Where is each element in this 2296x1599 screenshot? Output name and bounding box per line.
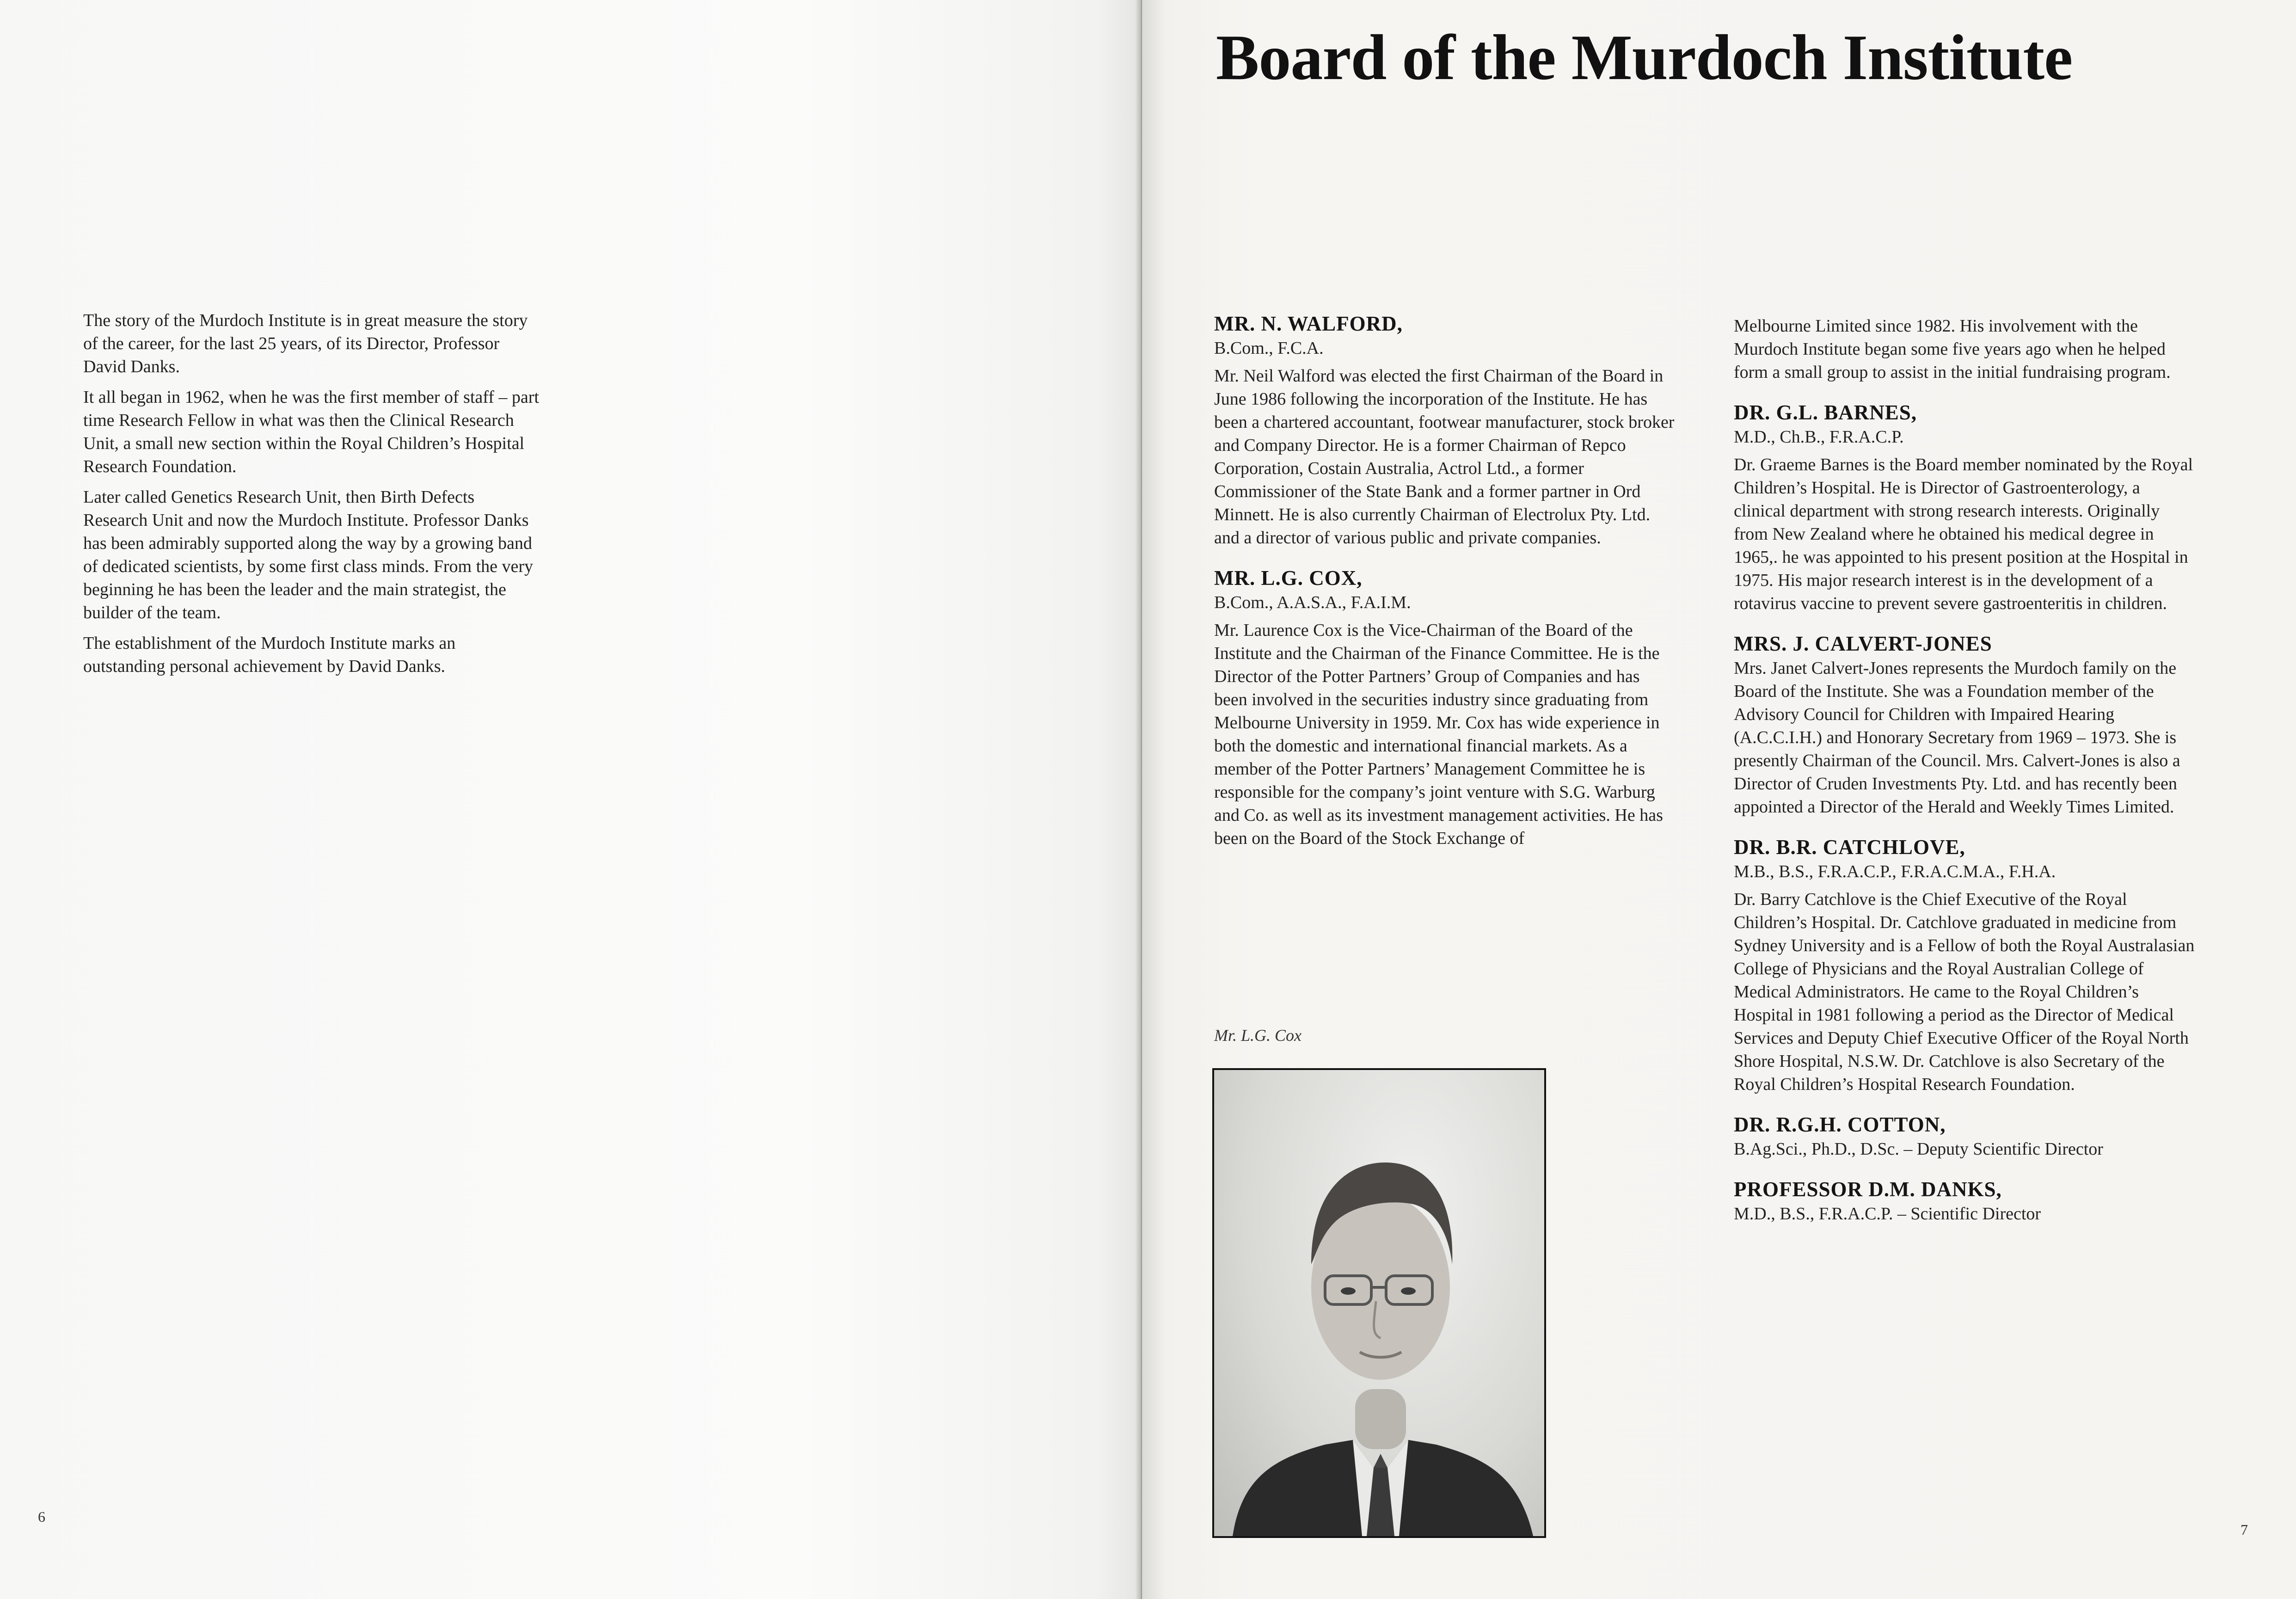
member-qualifications: B.Com., A.A.S.A., F.A.I.M. — [1214, 593, 1411, 612]
page-number-left: 6 — [38, 1508, 45, 1525]
member-name: DR. R.G.H. COTTON, — [1734, 1113, 1946, 1136]
board-member-catchlove — [1734, 834, 2196, 1096]
board-member-cox-continued — [1734, 314, 2196, 384]
intro-paragraph: It all began in 1962, when he was the first member of staff – part time Research Fellow in what was then the Clinical Research Unit, a small new section within the Royal Children’s Hospital Research Foundation. — [83, 387, 539, 476]
board-member-calvert-jones — [1734, 631, 2196, 818]
member-name: MR. L.G. COX, — [1214, 566, 1363, 590]
page-number-right: 7 — [2241, 1521, 2248, 1538]
member-name: DR. G.L. BARNES, — [1734, 401, 1917, 424]
board-member-barnes — [1734, 400, 2196, 615]
member-qualifications: B.Com., F.C.A. — [1214, 338, 1324, 358]
left-page — [0, 0, 1142, 1599]
intro-paragraph: Later called Genetics Research Unit, then Birth Defects Research Unit and now the Murdoch Institute. Professor Danks has been admirably supported along the way by a growing band of dedicated scientists, by some first class minds. From the very beginning he has been the leader and the main strategist, the builder of the team. — [83, 487, 534, 622]
portrait-photo — [1212, 1068, 1546, 1538]
member-name: PROFESSOR D.M. DANKS, — [1734, 1178, 2002, 1201]
intro-text — [83, 309, 541, 685]
member-bio-continued: Melbourne Limited since 1982. His involvement with the Murdoch Institute began some five years ago when he helped form a small group to assist in the initial fundraising program. — [1734, 316, 2171, 382]
board-member-cotton — [1734, 1112, 2196, 1161]
board-member-danks — [1734, 1176, 2196, 1225]
member-name: DR. B.R. CATCHLOVE, — [1734, 836, 1965, 859]
member-bio: Mrs. Janet Calvert-Jones represents the Murdoch family on the Board of the Institute. She was a Foundation member of the Advisory Council for Children with Impaired Hearing (A.C.C.I.H.) and Honorary Secretary from 1969 – 1973. She is presently Chairman of the Council. Mrs. Calvert-Jones is also a Director of Cruden Investments Pty. Ltd. and has recently been appointed a Director of the Herald and Weekly Times Limited. — [1734, 658, 2180, 817]
column-right — [1734, 314, 2196, 1241]
member-qualifications: M.B., B.S., F.R.A.C.P., F.R.A.C.M.A., F.H.A. — [1734, 862, 2056, 881]
member-bio: Dr. Barry Catchlove is the Chief Executive of the Royal Children’s Hospital. Dr. Catchlove graduated in medicine from Sydney University and is a Fellow of both the Royal Australasian College of Physicians and the Royal Australian College of Medical Administrators. He came to the Royal Children’s Hospital in 1981 following a period as the Director of Medical Services and Deputy Chief Executive Officer of the Royal North Shore Hospital, N.S.W. Dr. Catchlove is also Secretary of the Royal Children’s Hospital Research Foundation. — [1734, 890, 2195, 1094]
intro-paragraph: The establishment of the Murdoch Institute marks an outstanding personal achievement by David Danks. — [83, 633, 456, 676]
intro-paragraph: The story of the Murdoch Institute is in great measure the story of the career, for the last 25 years, of its Director, Professor David Danks. — [83, 311, 528, 376]
photo-caption: Mr. L.G. Cox — [1214, 1026, 1302, 1045]
member-bio: Dr. Graeme Barnes is the Board member nominated by the Royal Children’s Hospital. He is Director of Gastroenterology, a clinical department with strong research interests. Originally from New Zealand where he obtained his medical degree in 1965,. he was appointed to his present position at the Hospital in 1975. His major research interest is in the development of a rotavirus vaccine to prevent severe gastroenteritis in children. — [1734, 455, 2193, 613]
page-title: Board of the Murdoch Institute — [1216, 22, 2073, 93]
right-page — [1142, 0, 2296, 1599]
member-bio: Mr. Neil Walford was elected the first Chairman of the Board in June 1986 following the incorporation of the Institute. He has been a chartered accountant, footwear manufacturer, stock broker and Company Director. He is a former Chairman of Repco Corporation, Costain Australia, Actrol Ltd., a former Commissioner of the State Bank and a former partner in Ord Minnett. He is also currently Chairman of Electrolux Pty. Ltd. and a director of various public and private companies. — [1214, 366, 1675, 547]
board-member-cox — [1214, 565, 1676, 850]
member-name: MR. N. WALFORD, — [1214, 312, 1403, 335]
member-qualifications: M.D., Ch.B., F.R.A.C.P. — [1734, 427, 1904, 447]
member-bio: Mr. Laurence Cox is the Vice-Chairman of the Board of the Institute and the Chairman of the Finance Committee. He is the Director of the Potter Partners’ Group of Companies and has been involved in the securities industry since graduating from Melbourne University in 1959. Mr. Cox has wide experience in both the domestic and international financial markets. As a member of the Potter Partners’ Management Committee he is responsible for the company’s joint venture with S.G. Warburg and Co. as well as its investment management activities. He has been on the Board of the Stock Exchange of — [1214, 621, 1663, 848]
portrait-figure — [1214, 1070, 1544, 1536]
member-qualifications: B.Ag.Sci., Ph.D., D.Sc. – Deputy Scientific Director — [1734, 1139, 2103, 1159]
member-qualifications: M.D., B.S., F.R.A.C.P. – Scientific Director — [1734, 1204, 2041, 1224]
member-name: MRS. J. CALVERT-JONES — [1734, 632, 1992, 655]
board-member-walford — [1214, 311, 1676, 549]
column-left — [1214, 311, 1676, 866]
